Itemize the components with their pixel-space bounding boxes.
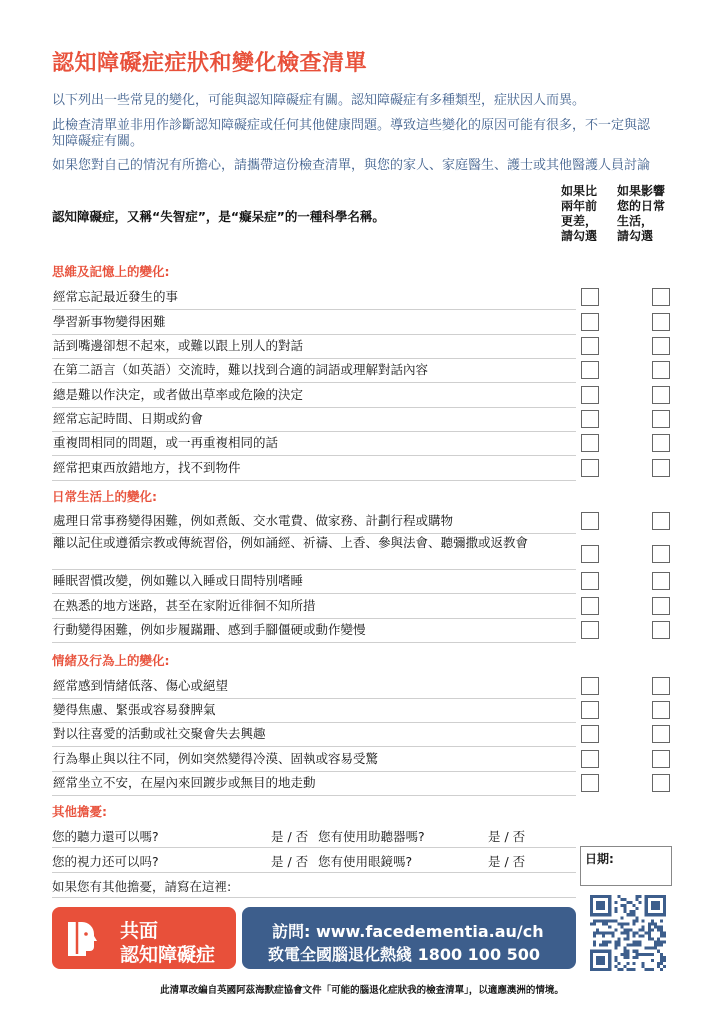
checkbox-worse[interactable] [581, 313, 599, 331]
checklist-row [52, 431, 576, 456]
brand-line-2: 認知障礙症 [120, 944, 216, 966]
checkbox-daily-life[interactable] [652, 572, 670, 590]
checklist-item-text: 經常感到情緒低落、傷心或絕望 [53, 678, 229, 693]
other-concerns-label: 如果您有其他擔憂，請寫在這裡: [52, 879, 232, 894]
vision-question: 您的視力还可以吗? [52, 854, 159, 869]
checklist-row [52, 722, 576, 747]
checkbox-worse[interactable] [581, 545, 599, 563]
qr-code-icon[interactable] [590, 895, 666, 971]
checkbox-worse[interactable] [581, 410, 599, 428]
intro-paragraph-2: 此檢查清單並非用作診斷認知障礙症或任何其他健康問題。導致這些變化的原因可能有很多，不一定與認知障礙症有關。 [52, 118, 651, 149]
website-link[interactable]: 訪問: www.facedementia.au/ch [272, 922, 544, 941]
checkbox-daily-life[interactable] [652, 621, 670, 639]
checklist-item-text: 經常忘記時間、日期或約會 [53, 411, 204, 426]
page-title: 認知障礙症症狀和變化檢查清單 [52, 51, 368, 76]
checkbox-daily-life[interactable] [652, 750, 670, 768]
checklist-item-text: 變得焦慮、緊張或容易發脾氣 [53, 702, 216, 717]
checklist-row [52, 456, 576, 481]
hearing-aid-question: 您有使用助聽器嗎? [318, 829, 425, 844]
column-header-worse: 如果比 兩年前 更差， 請勾選 [561, 184, 598, 243]
checkbox-worse[interactable] [581, 701, 599, 719]
checklist-row [52, 407, 576, 432]
checkbox-daily-life[interactable] [652, 313, 670, 331]
checklist-row [52, 383, 576, 408]
checklist-item-text: 學習新事物變得困難 [53, 314, 166, 329]
checkbox-daily-life[interactable] [652, 386, 670, 404]
checkbox-worse[interactable] [581, 459, 599, 477]
other-concerns-row[interactable] [52, 873, 576, 898]
checkbox-daily-life[interactable] [652, 434, 670, 452]
intro-paragraph-3: 如果您對自己的情況有所擔心，請攜帶這份檢查清單，與您的家人、家庭醫生、護士或其他醫護人員討論 [52, 158, 651, 173]
checklist-row [52, 698, 576, 723]
hearing-aid-answer[interactable]: 是 / 否 [488, 829, 526, 844]
checkbox-daily-life[interactable] [652, 677, 670, 695]
section-title-1: 思維及記憶上的變化: [52, 264, 170, 279]
checklist-row [52, 618, 576, 643]
brand-line-1: 共面 [120, 920, 159, 942]
vision-answer[interactable]: 是 / 否 [271, 854, 309, 869]
footer-note: 此清單改編自英國阿茲海默症協會文件「可能的腦退化症狀我的檢查清單」，以適應澳洲的情境。 [160, 985, 564, 996]
checkbox-daily-life[interactable] [652, 361, 670, 379]
checklist-item-text: 話到嘴邊卻想不起來，或難以跟上別人的對話 [53, 338, 304, 353]
checkbox-daily-life[interactable] [652, 410, 670, 428]
checklist-row [52, 358, 576, 383]
checkbox-daily-life[interactable] [652, 288, 670, 306]
checklist-item-text: 對以往喜愛的活動或社交聚會失去興趣 [53, 726, 266, 741]
checklist-row [52, 285, 576, 310]
checklist-item-text: 在第二語言（如英語）交流時，難以找到合適的詞語或理解對話內容 [53, 362, 429, 377]
checkbox-daily-life[interactable] [652, 725, 670, 743]
checkbox-worse[interactable] [581, 337, 599, 355]
hearing-question: 您的聽力還可以嗎? [52, 829, 159, 844]
checklist-item-text: 經常把東西放錯地方，找不到物件 [53, 460, 241, 475]
checkbox-daily-life[interactable] [652, 337, 670, 355]
checklist-row [52, 747, 576, 772]
checklist-row [52, 594, 576, 619]
checkbox-worse[interactable] [581, 597, 599, 615]
hearing-answer[interactable]: 是 / 否 [271, 829, 309, 844]
checkbox-daily-life[interactable] [652, 545, 670, 563]
column-header-daily-life: 如果影響 您的日常 生活， 請勾選 [617, 184, 666, 243]
checklist-row [52, 509, 576, 534]
checkbox-worse[interactable] [581, 774, 599, 792]
checkbox-worse[interactable] [581, 434, 599, 452]
checkbox-worse[interactable] [581, 621, 599, 639]
checkbox-daily-life[interactable] [652, 597, 670, 615]
checklist-item-text: 在熟悉的地方迷路，甚至在家附近徘徊不知所措 [53, 598, 316, 613]
date-label: 日期: [585, 852, 614, 866]
subtitle: 認知障礙症，又稱“失智症”，是“癡呆症”的一種科學名稱。 [52, 209, 385, 224]
hearing-row [52, 823, 576, 848]
checkbox-worse[interactable] [581, 512, 599, 530]
checkbox-worse[interactable] [581, 361, 599, 379]
checkbox-worse[interactable] [581, 750, 599, 768]
glasses-answer[interactable]: 是 / 否 [488, 854, 526, 869]
brand-banner [52, 907, 236, 969]
glasses-question: 您有使用眼鏡嗎? [318, 854, 413, 869]
checklist-item-text: 睡眠習慣改變，例如難以入睡或日間特別嗜睡 [53, 573, 304, 588]
checkbox-worse[interactable] [581, 386, 599, 404]
checkbox-worse[interactable] [581, 288, 599, 306]
checklist-item-text: 離以記住或遵循宗教或傳統習俗，例如誦經、祈禱、上香、參與法會、聽彌撒或返教會 [53, 535, 529, 550]
checklist-item-text: 行動變得困難，例如步履蹣跚、感到手腳僵硬或動作變慢 [53, 622, 366, 637]
checklist-item-text: 處理日常事務變得困難，例如煮飯、交水電費、做家務、計劃行程或購物 [53, 513, 454, 528]
checklist-row [52, 771, 576, 796]
checklist-row [52, 310, 576, 335]
section-title-other: 其他擔憂: [52, 804, 107, 819]
checklist-row [52, 533, 576, 570]
vision-row [52, 848, 576, 873]
checklist-row [52, 334, 576, 359]
checkbox-worse[interactable] [581, 677, 599, 695]
hotline-text: 致電全國腦退化熱綫 1800 100 500 [268, 945, 541, 964]
checklist-item-text: 經常坐立不安，在屋內來回踱步或無目的地走動 [53, 775, 316, 790]
checklist-item-text: 總是難以作決定，或者做出草率或危險的決定 [53, 387, 304, 402]
checkbox-worse[interactable] [581, 572, 599, 590]
checklist-item-text: 重複問相同的問題，或一再重複相同的話 [53, 435, 279, 450]
checklist-item-text: 經常忘記最近發生的事 [53, 289, 179, 304]
checklist-row [52, 674, 576, 699]
checkbox-daily-life[interactable] [652, 512, 670, 530]
checklist-row [52, 569, 576, 594]
contact-banner [242, 907, 576, 969]
checkbox-daily-life[interactable] [652, 459, 670, 477]
checkbox-worse[interactable] [581, 725, 599, 743]
date-field[interactable] [580, 846, 672, 886]
intro-paragraph-1: 以下列出一些常見的變化，可能與認知障礙症有關。認知障礙症有多種類型，症狀因人而異。 [52, 93, 586, 108]
section-title-2: 日常生活上的變化: [52, 489, 157, 504]
checklist-item-text: 行為舉止與以往不同，例如突然變得冷漠、固執或容易受驚 [53, 751, 379, 766]
face-logo-icon [64, 918, 98, 958]
section-title-3: 情緒及行為上的變化: [52, 653, 170, 668]
checkbox-daily-life[interactable] [652, 701, 670, 719]
checkbox-daily-life[interactable] [652, 774, 670, 792]
